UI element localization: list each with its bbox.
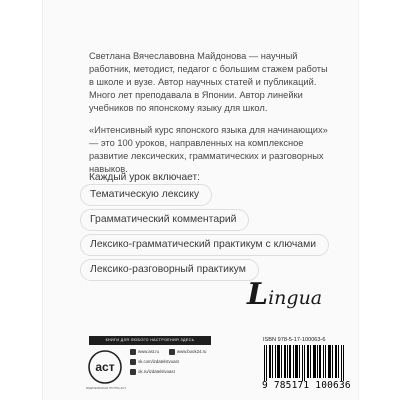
- lingua-logo: Lingua: [247, 277, 323, 312]
- vk-icon: [130, 359, 136, 365]
- vk-link[interactable]: vk.com/izdatelstvoast: [130, 359, 179, 365]
- site-link[interactable]: www.ast.ru: [130, 349, 159, 355]
- svg-text:аст: аст: [95, 360, 115, 374]
- course-description: «Интенсивный курс японского языка для начинающих» — это 100 уроков, направленных на комплексное развитие лексических, грамматических и разговорных навыков.: [89, 125, 328, 174]
- includes-item: Грамматический комментарий: [80, 209, 249, 231]
- includes-heading: Каждый урок включает:: [89, 172, 200, 183]
- globe-icon: [130, 349, 136, 355]
- publisher-caption: ИЗДАТЕЛЬСКАЯ ГРУППА АСТ: [86, 386, 126, 390]
- globe-icon: [169, 349, 175, 355]
- includes-list: [80, 184, 329, 284]
- ast-publisher-logo: [88, 350, 122, 384]
- publisher-links: [130, 349, 206, 379]
- includes-item: Лексико-разговорный практикум: [80, 259, 259, 281]
- ok-link[interactable]: ok.ru/izdatelstvoast: [130, 369, 175, 375]
- publisher-slogan: КНИГИ ДЛЯ ЛЮБОГО НАСТРОЕНИЯ ЗДЕСЬ: [89, 336, 211, 345]
- ok-icon: [130, 369, 136, 375]
- barcode: [262, 345, 348, 381]
- includes-item: Лексико-грамматический практикум с ключами: [80, 234, 329, 256]
- includes-item: Тематическую лексику: [80, 184, 212, 206]
- author-bio: Светлана Вячеславовна Майдонова — научный работник, методист, педагог с большим стажем работы в школе и вузе. Автор научных статей и публикаций. Много лет преподавала в Японии. Автор линейки учебников по японскому языку для школ.: [89, 51, 328, 113]
- barcode-number: 9 785171 100636: [262, 380, 351, 391]
- isbn: ISBN 978-5-17-100063-6: [263, 337, 326, 343]
- site-link[interactable]: www.book24.ru: [169, 349, 206, 355]
